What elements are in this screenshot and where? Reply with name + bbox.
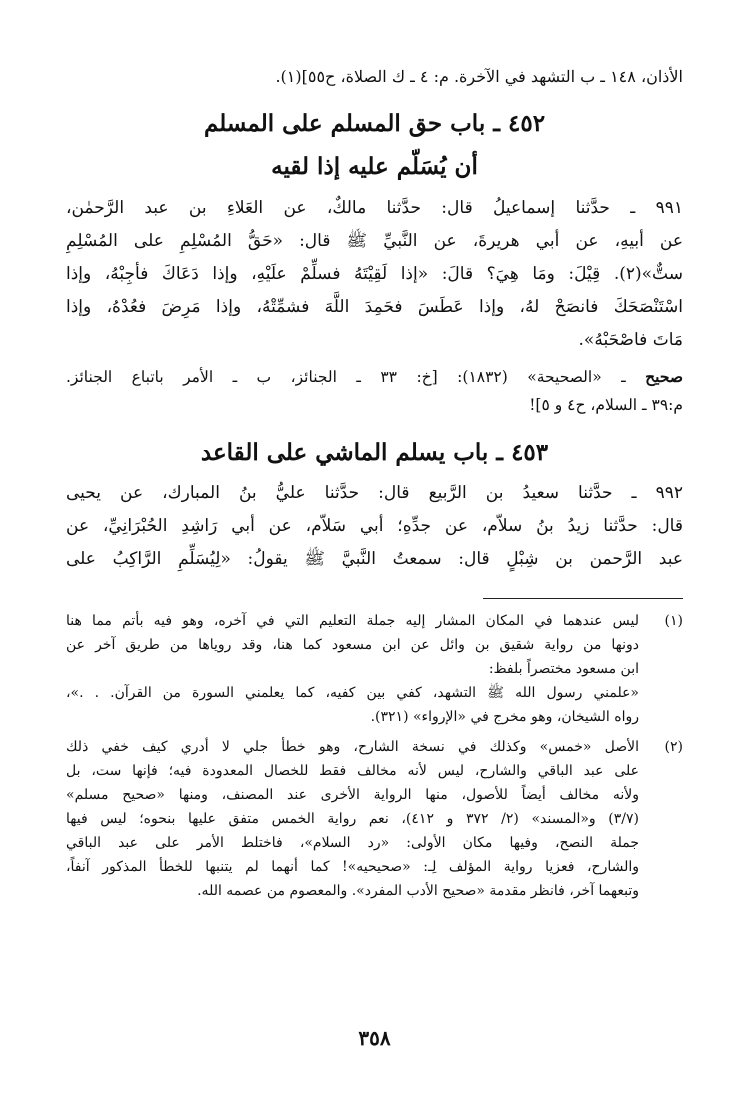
footnote-line: ابن مسعود مختصراً بلفظ: bbox=[488, 661, 639, 677]
footnote-2 bbox=[66, 735, 683, 903]
carried-over-reference: الأذان، ١٤٨ ـ ب التشهد في الآخرة. م: ٤ ـ ك الصلاة، ح٥٥](١). bbox=[275, 67, 683, 86]
hadith-991 bbox=[66, 192, 683, 357]
footnote-line: وتبعهما آخر، فانظر مقدمة «صحيح الأدب المفرد». والمعصوم من عصمه الله. bbox=[197, 883, 639, 899]
footnote-text bbox=[66, 609, 639, 729]
footnote-line: (٣/٧) و«المسند» (٢/ ٣٧٢ و ٤١٢)، نعم رواية الخمس متفق عليها بنحوه؛ ليس فيها bbox=[66, 811, 639, 827]
grading-line bbox=[66, 363, 683, 391]
chapter-453 bbox=[66, 431, 683, 576]
footnote-number: (٢) bbox=[664, 739, 683, 755]
footnote-line: ليس عندهما في المكان المشار إليه جملة التعليم التي في آخره، وهو فيه بأتم مما هنا bbox=[66, 613, 639, 629]
footnote-line: على عبد الباقي والشارح، ليس لأنه مخالف فقط للخصال المعدودة فيه؛ فإنها ست، بل bbox=[66, 763, 639, 779]
chapter-heading: ٤٥٣ ـ باب يسلم الماشي على القاعد bbox=[200, 439, 549, 466]
footnote-text bbox=[66, 735, 639, 903]
footnote-line: دونها من رواية شقيق بن وائل عن ابن مسعود كما هنا، وقد روياها من طريق آخر عن bbox=[66, 637, 639, 653]
grade-label: صحيح bbox=[645, 367, 683, 386]
footnote-1 bbox=[66, 609, 683, 729]
footnote-number: (١) bbox=[664, 613, 683, 629]
hadith-line: قال: حدَّثنا زيدُ بنُ سلاّم، عن جدِّهِ؛ أبي سَلاّم، عن أبي رَاشِدِ الحُبْرَانِيِّ، عن bbox=[66, 516, 683, 536]
footnote-line: الأصل «خمس» وكذلك في نسخة الشارح، وهو خطأ جلي لا أدري كيف خفي ذلك bbox=[66, 739, 639, 755]
hadith-line: عبد الرَّحمن بن شِبْلٍ قال: سمعتُ النَّبيَّ ﷺ يقولُ: «لِيُسَلِّمِ الرَّاكِبُ على bbox=[66, 549, 683, 569]
grading-text: ـ «الصحيحة» (١٨٣٢): [خ: ٣٣ ـ الجنائز، ب ـ الأمر باتباع الجنائز. bbox=[66, 368, 646, 386]
hadith-line: مَاتَ فاصْحَبْهُ». bbox=[578, 330, 683, 350]
chapter-452 bbox=[66, 102, 683, 419]
hadith-line: ستٌّ»(٢). قِيْلَ: ومَا هِيَ؟ قالَ: «إذا لَقِيْتَهُ فسلِّمْ علَيْهِ، وإذا دَعَاكَ فأجِبْهُ، وإذا bbox=[66, 264, 683, 284]
page-number: ٣٥٨ bbox=[358, 1026, 391, 1050]
chapter-heading-line-1: ٤٥٢ ـ باب حق المسلم على المسلم bbox=[203, 110, 546, 137]
book-page bbox=[66, 62, 683, 903]
grading-line: م:٣٩ ـ السلام، ح٤ و ٥]! bbox=[529, 396, 683, 414]
footnote-line: ولأنه مخالف أيضاً للأصول، منها الرواية الأخرى عند المصنف، ومنها «صحيح مسلم» bbox=[66, 787, 639, 803]
footnote-line: رواه الشيخان، وهو مخرج في «الإرواء» (٣٢١). bbox=[370, 709, 639, 725]
footnotes bbox=[66, 609, 683, 903]
hadith-line: ٩٩٢ ـ حدَّثنا سعيدُ بن الرَّبيع قال: حدَّثنا عليُّ بنُ المبارك، عن يحيى bbox=[66, 483, 683, 503]
footnote-line: «علمني رسول الله ﷺ التشهد، كفي بين كفيه، كما يعلمني السورة من القرآن. . .»، bbox=[66, 685, 639, 701]
hadith-line: عن أبيهِ، عن أبي هريرةَ، عن النَّبيِّ ﷺ قال: «حَقُّ المُسْلِمِ على المُسْلِمِ bbox=[66, 231, 683, 251]
hadith-line: اسْتَنْصَحَكَ فانصَحْ لهُ، وإذا عَطَسَ فحَمِدَ اللَّهَ فشمِّتْهُ، وإذا مَرِضَ فعُدْهُ، وإذا bbox=[66, 297, 683, 317]
chapter-heading-line-2: أن يُسَلّم عليه إذا لقيه bbox=[271, 153, 478, 180]
hadith-grading bbox=[66, 363, 683, 419]
hadith-line: ٩٩١ ـ حدَّثنا إسماعيلُ قال: حدَّثنا مالكٌ، عن العَلاءِ بن عبد الرَّحمٰن، bbox=[66, 198, 683, 218]
hadith-992 bbox=[66, 477, 683, 576]
footnote-line: والشارح، فعزيا رواية المؤلف لِـ: «صحيحيه»! كما أنهما لم يتنبها للخطأ المذكور آنفاً، bbox=[66, 859, 639, 875]
footnote-separator bbox=[483, 598, 683, 599]
footnote-line: جملة النصح، وفيها مكان الأولى: «رد السلام»، فاختلط الأمر على عبد الباقي bbox=[66, 835, 639, 851]
